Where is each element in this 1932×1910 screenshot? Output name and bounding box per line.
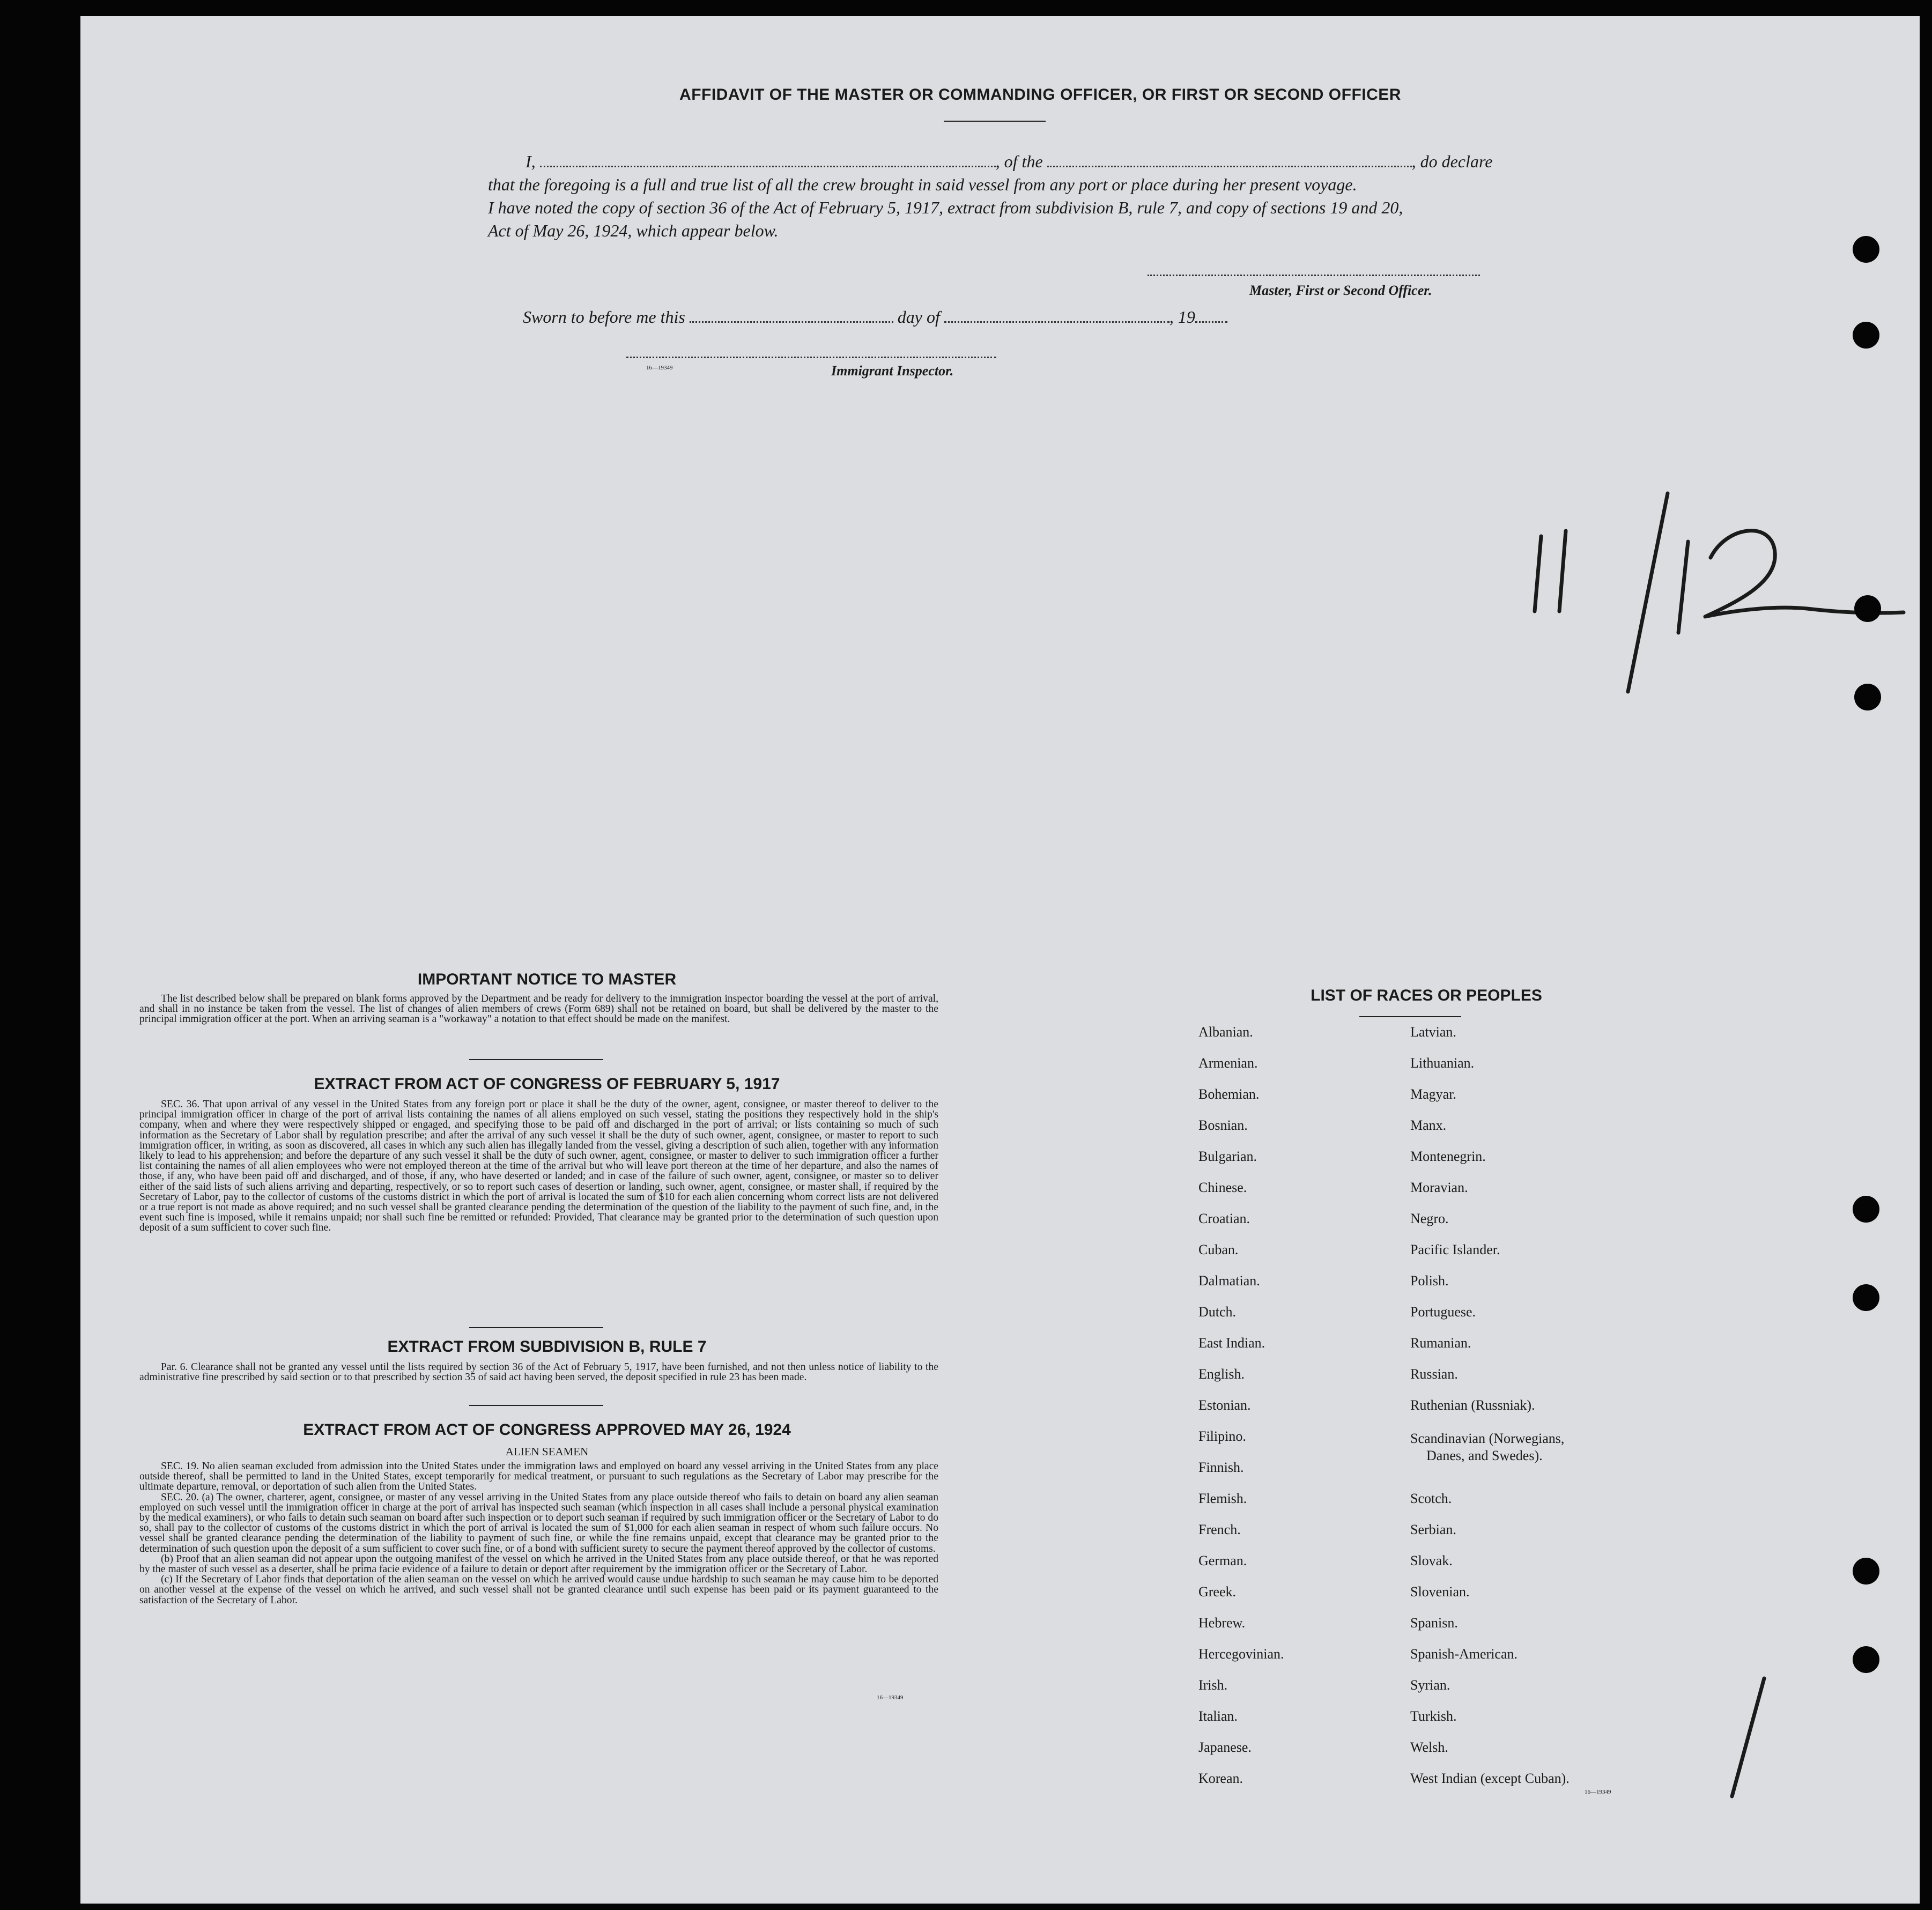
race-item: Bulgarian. [1198,1149,1257,1164]
punch-hole [1853,236,1879,263]
race-item: Syrian. [1410,1677,1450,1693]
sworn-line [523,306,1227,329]
form-number-left: 16—19349 [877,1694,904,1701]
extract-1924-subtitle: ALIEN SEAMEN [505,1445,589,1458]
race-item: Scotch. [1410,1491,1452,1506]
notice-title: IMPORTANT NOTICE TO MASTER [417,971,677,988]
race-item: Portuguese. [1410,1304,1476,1320]
race-item: Montenegrin. [1410,1149,1486,1164]
sec20b-paragraph: (b) Proof that an alien seaman did not appear upon the outgoing manifest of the vessel on which he arrived in the United States from any place outside thereof, or that he was reported by the master of such vessel as a deserter, shall be prima facie evidence of a failure to detain or deport after requirement by the immigration officer or the Secretary of Labor. [139,1553,938,1575]
race-item: Irish. [1198,1677,1228,1693]
handwritten-page-number [1528,472,1914,702]
race-item: Greek. [1198,1584,1237,1600]
affidavit-i: I, [525,152,536,171]
divider-2 [469,1327,603,1328]
sworn-date-blank [690,321,893,323]
inspector-label: Immigrant Inspector. [831,363,954,379]
affidavit-do-declare: , do declare [1411,152,1493,171]
race-item: Polish. [1410,1273,1449,1289]
race-item: Spanish-American. [1410,1646,1518,1662]
race-item: Moravian. [1410,1180,1468,1195]
race-item: Hercegovinian. [1198,1646,1284,1662]
race-item: West Indian (except Cuban). [1410,1771,1570,1786]
vessel-blank [1047,166,1412,167]
race-item: Dutch. [1198,1304,1237,1320]
sworn-prefix: Sworn to before me this [523,307,685,327]
race-item: Spanisn. [1410,1615,1458,1631]
race-item: Armenian. [1198,1055,1258,1071]
inspector-line [626,357,996,358]
race-item: Manx. [1410,1117,1447,1133]
affidavit-title: AFFIDAVIT OF THE MASTER OR COMMANDING OFFICER, OR FIRST OR SECOND OFFICER [679,86,1401,103]
punch-hole [1854,684,1881,710]
extract-rule7-text [139,1362,938,1382]
affidavit-line4: Act of May 26, 1924, which appear below. [488,221,779,240]
race-item: Danes, and Swedes). [1426,1448,1543,1463]
race-item: Italian. [1198,1708,1238,1724]
handwritten-mark [1700,1668,1796,1807]
races-divider [1359,1016,1461,1017]
race-item: Dalmatian. [1198,1273,1260,1289]
races-title: LIST OF RACES OR PEOPLES [1311,987,1542,1004]
form-number-right: 16—19349 [1585,1789,1611,1795]
race-item: Negro. [1410,1211,1449,1226]
race-item: Chinese. [1198,1180,1247,1195]
extract-1924-title: EXTRACT FROM ACT OF CONGRESS APPROVED MAY 26, 1924 [303,1421,791,1439]
race-item: Korean. [1198,1771,1243,1786]
extract-1924-text [139,1461,938,1605]
sworn-year-blank [1195,321,1227,323]
affidavit-of-the: , of the [995,152,1043,171]
sec20a-paragraph: SEC. 20. (a) The owner, charterer, agent, consignee, or master of any vessel arriving in the United States from any place outside thereof who fails to detain on board any alien seaman employed on such vessel until the immigration officer in charge at the port of arrival has inspected such seaman (which inspection in all cases shall include a personal physical examination by the medical examiners), or who fails to detain such seaman on board after such inspection or to deport such seaman if required by such immigration officer or the Secretary of Labor to do so, shall pay to the collector of customs of the customs district in which the port of arrival is located the sum of $1,000 for each alien seaman in respect of whom such failure occurs. No vessel shall be granted clearance pending the determination of the liability to payment of such fine, or while the fine remains unpaid, except that clearance may be granted prior to the determination of such question upon the deposit of a sum sufficient to cover such fine, or of a bond with sufficient surety to secure the payment thereof approved by the collector of customs. [139,1491,938,1554]
sworn-day-of: day of [897,307,940,327]
sec20c-paragraph: (c) If the Secretary of Labor finds that deportation of the alien seaman on the vessel on which he arrived would cause undue hardship to such seaman he may cause him to be deported on another vessel at the expense of the vessel on which he arrived, and such vessel shall not be granted clearance until such expense has been paid or its payment guaranteed to the satisfaction of the Secretary of Labor. [139,1574,938,1606]
form-number-top: 16—19349 [646,365,673,371]
race-item: Japanese. [1198,1739,1252,1755]
race-item: Magyar. [1410,1086,1456,1102]
race-item: Croatian. [1198,1211,1250,1226]
race-item: Latvian. [1410,1024,1456,1040]
affidavit-line3: I have noted the copy of section 36 of the Act of February 5, 1917, extract from subdivision B, rule 7, and copy of sections 19 and 20, [488,198,1403,217]
punch-hole [1853,1196,1879,1223]
punch-hole [1853,1558,1879,1585]
race-item: Turkish. [1410,1708,1457,1724]
sworn-year: , 19 [1169,307,1195,327]
notice-paragraph: The list described below shall be prepared on blank forms approved by the Department and be ready for delivery to the immigration inspector boarding the vessel at the port of arrival, and shall in no instance be taken from the vessel. The list of changes of alien members of crews (Form 689) shall not be retained on board, but shall be delivered by the master to the principal immigration officer at the port. When an arriving seaman is a "workaway" a notation to that effect should be made on the manifest. [139,993,938,1025]
extract-1917-title: EXTRACT FROM ACT OF CONGRESS OF FEBRUARY 5, 1917 [314,1075,780,1093]
sworn-month-blank [944,321,1169,323]
race-item: Bosnian. [1198,1117,1248,1133]
punch-hole [1853,1646,1879,1673]
race-item: English. [1198,1366,1245,1382]
race-item: Estonian. [1198,1397,1251,1413]
race-item: Flemish. [1198,1491,1247,1506]
race-item: Lithuanian. [1410,1055,1475,1071]
race-item: Slovak. [1410,1553,1453,1568]
name-blank [540,166,996,167]
signature-line [1148,275,1480,276]
document-page [80,16,1920,1904]
race-item: Ruthenian (Russniak). [1410,1397,1535,1413]
race-item: Bohemian. [1198,1086,1260,1102]
affidavit-line1 [525,150,1492,173]
race-item: French. [1198,1522,1241,1537]
race-item: Welsh. [1410,1739,1448,1755]
affidavit-line2: that the foregoing is a full and true list of all the crew brought in said vessel from any port or place during her present voyage. [488,175,1357,194]
race-item: Filipino. [1198,1428,1246,1444]
extract-1917-text [139,1099,938,1233]
punch-hole [1853,1284,1879,1311]
race-item: East Indian. [1198,1335,1265,1351]
race-item: Serbian. [1410,1522,1456,1537]
race-item: Albanian. [1198,1024,1253,1040]
punch-hole [1853,322,1879,349]
extract-1917-paragraph: SEC. 36. That upon arrival of any vessel in the United States from any foreign port or place it shall be the duty of the owner, agent, consignee, or master thereof to deliver to the principal immigration officer in charge of the port of arrival lists containing the names of all aliens employed on such vessel, stating the positions they respectively hold in the ship's company, when and where they were respectively shipped or engaged, and specifying those to be paid off and discharged in the port of arrival; or lists containing so much of such information as the Secretary of Labor shall by regulation prescribe; and after the arrival of any such vessel it shall be the duty of such owner, agent, consignee, or master to report to such immigration officer, in writing, as soon as discovered, all cases in which any such alien has illegally landed from the vessel, giving a description of such alien, together with any information likely to lead to his apprehension; and before the departure of any such vessel it shall be the duty of such owner, agent, consignee, or master to deliver to such immigration officer a further list containing the names of all alien employees who were not employed thereon at the time of the arrival but who will leave port thereon at the time of her departure, and also the names of those, if any, who have been paid off and discharged, and of those, if any, who have deserted or landed; and in case of the failure of such owner, agent, consignee, or master so to deliver either of the said lists of such aliens arriving and departing, respectively, or so to report such cases of desertion or landing, such owner, agent, consignee, or master shall, if required by the Secretary of Labor, pay to the collector of customs of the customs district in which the port of arrival is located the sum of $10 for each alien concerning whom correct lists are not delivered or a true report is not made as above required; and no such vessel shall be granted clearance pending the determination of the question of the liability to the payment of such fine, and, in the event such fine is imposed, while it remains unpaid; nor shall such fine be remitted or refunded: Provided, That clearance may be granted prior to the determination of such question upon deposit of a sum sufficient to cover such fine. [139,1099,938,1234]
race-item: Finnish. [1198,1460,1244,1475]
race-item: Russian. [1410,1366,1458,1382]
race-item: Scandinavian (Norwegians, [1410,1431,1565,1446]
extract-rule7-paragraph: Par. 6. Clearance shall not be granted any vessel until the lists required by section 36 of the Act of February 5, 1917, have been furnished, and not then unless notice of liability to the administrative fine prescribed by said section or to that prescribed by section 35 of said act having been served, the deposit specified in rule 23 has been made. [139,1361,938,1383]
sec19-paragraph: SEC. 19. No alien seaman excluded from admission into the United States under the immigration laws and employed on board any vessel arriving in the United States from any place outside thereof, shall be permitted to land in the United States, except temporarily for medical treatment, or pursuant to such regulations as the Secretary of Labor may prescribe for the ultimate departure, removal, or deportation of such alien from the United States. [139,1461,938,1493]
title-divider [944,121,1046,122]
notice-text [139,994,938,1025]
race-item: Rumanian. [1410,1335,1471,1351]
race-item: Hebrew. [1198,1615,1246,1631]
divider-1 [469,1059,603,1060]
punch-hole [1854,595,1881,622]
race-item: Pacific Islander. [1410,1242,1500,1257]
race-item: Slovenian. [1410,1584,1470,1600]
divider-3 [469,1405,603,1406]
race-item: German. [1198,1553,1247,1568]
extract-rule7-title: EXTRACT FROM SUBDIVISION B, RULE 7 [387,1338,707,1356]
signature-label: Master, First or Second Officer. [1249,283,1432,298]
race-item: Cuban. [1198,1242,1239,1257]
